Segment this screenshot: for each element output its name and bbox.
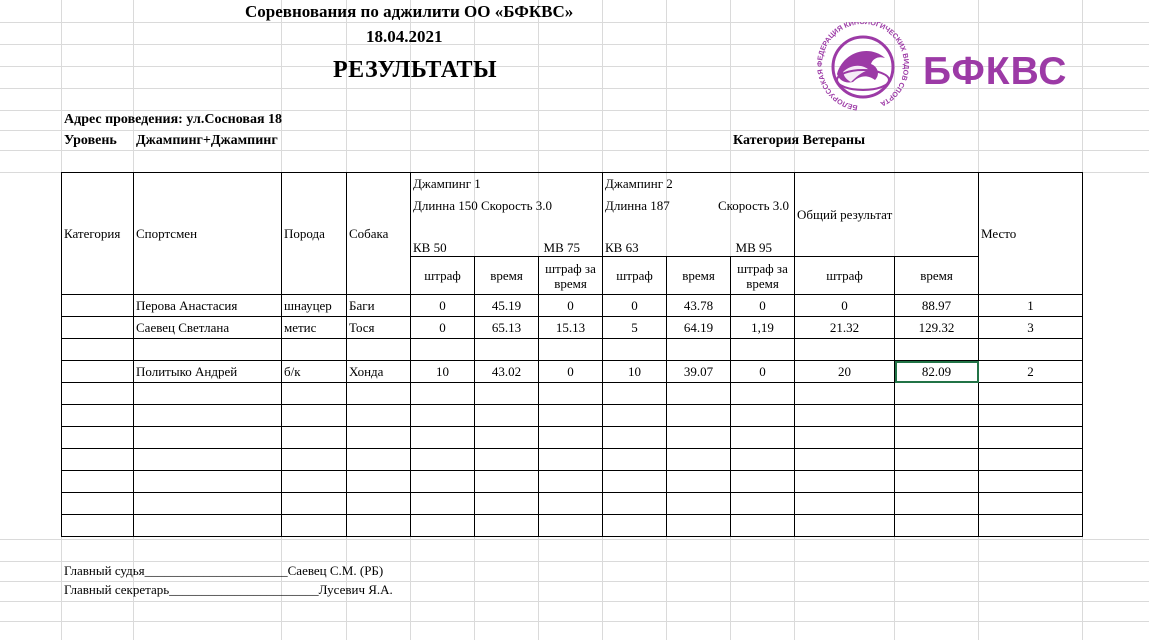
logo-ring-text: БЕЛОРУССКАЯ ФЕДЕРАЦИЯ КИН ОГИЧЕСКИХ ВИДОВ СПОРТА xyxy=(814,22,912,112)
venue-address: Адрес проведения: ул.Сосновая 18 xyxy=(64,112,283,127)
row-breed[interactable] xyxy=(282,493,347,515)
header-run2-penalty[interactable]: штраф xyxy=(603,257,667,295)
row-total-time[interactable] xyxy=(895,471,979,493)
row-run1-time[interactable] xyxy=(475,493,539,515)
row-dog[interactable]: Хонда xyxy=(347,361,411,383)
header-run1-penalty-time[interactable]: штраф за время xyxy=(539,257,603,295)
row-run1-time[interactable]: 65.13 xyxy=(475,317,539,339)
row-place[interactable] xyxy=(979,339,1083,361)
header-run1-time[interactable]: время xyxy=(475,257,539,295)
row-breed[interactable] xyxy=(282,449,347,471)
row-run1-penalty-time[interactable] xyxy=(539,339,603,361)
row-run2-time[interactable]: 64.19 xyxy=(667,317,731,339)
row-run2-time[interactable]: 43.78 xyxy=(667,295,731,317)
row-run1-penalty[interactable] xyxy=(411,515,475,537)
row-run2-penalty-time[interactable] xyxy=(731,427,795,449)
row-total-penalty[interactable] xyxy=(795,515,895,537)
logo-emblem-icon xyxy=(803,22,923,112)
row-total-penalty[interactable]: 0 xyxy=(795,295,895,317)
row-run2-penalty[interactable] xyxy=(603,405,667,427)
row-run2-penalty-time[interactable]: 0 xyxy=(731,361,795,383)
row-breed[interactable] xyxy=(282,515,347,537)
row-total-time[interactable] xyxy=(895,405,979,427)
row-run1-time[interactable] xyxy=(475,339,539,361)
row-total-time[interactable] xyxy=(895,339,979,361)
row-run1-penalty[interactable] xyxy=(411,493,475,515)
row-category[interactable] xyxy=(62,361,134,383)
header-run1-title[interactable]: Джампинг 1 xyxy=(411,173,603,195)
row-run1-time[interactable] xyxy=(475,405,539,427)
row-dog[interactable] xyxy=(347,471,411,493)
header-row-1 xyxy=(62,173,1083,195)
row-dog[interactable] xyxy=(347,427,411,449)
row-place[interactable]: 1 xyxy=(979,295,1083,317)
row-run2-penalty-time[interactable]: 1,19 xyxy=(731,317,795,339)
row-run2-time[interactable] xyxy=(667,405,731,427)
row-place[interactable] xyxy=(979,427,1083,449)
row-run2-penalty[interactable] xyxy=(603,427,667,449)
row-run1-time[interactable] xyxy=(475,515,539,537)
row-place[interactable]: 3 xyxy=(979,317,1083,339)
row-total-penalty[interactable]: 21.32 xyxy=(795,317,895,339)
row-breed[interactable] xyxy=(282,383,347,405)
row-run1-time[interactable] xyxy=(475,449,539,471)
row-run1-penalty[interactable] xyxy=(411,383,475,405)
row-run1-penalty-time[interactable] xyxy=(539,449,603,471)
row-run1-penalty-time[interactable]: 0 xyxy=(539,295,603,317)
row-run2-penalty[interactable] xyxy=(603,471,667,493)
results-table xyxy=(61,172,1083,537)
row-run1-penalty-time[interactable] xyxy=(539,405,603,427)
header-run2-kv-mv[interactable] xyxy=(603,217,795,257)
row-run1-time[interactable] xyxy=(475,471,539,493)
empty-table-row xyxy=(62,493,1083,515)
header-run2-time[interactable]: время xyxy=(667,257,731,295)
row-run1-penalty-time[interactable] xyxy=(539,383,603,405)
row-total-time[interactable] xyxy=(895,449,979,471)
header-total-penalty[interactable]: штраф xyxy=(795,257,895,295)
empty-table-row xyxy=(62,383,1083,405)
row-run1-penalty-time[interactable]: 0 xyxy=(539,361,603,383)
row-total-penalty[interactable] xyxy=(795,493,895,515)
row-dog[interactable]: Тося xyxy=(347,317,411,339)
row-category[interactable] xyxy=(62,383,134,405)
row-category[interactable] xyxy=(62,471,134,493)
row-run1-penalty[interactable] xyxy=(411,405,475,427)
row-run2-penalty[interactable] xyxy=(603,383,667,405)
row-breed[interactable] xyxy=(282,405,347,427)
row-total-penalty[interactable] xyxy=(795,383,895,405)
empty-table-row xyxy=(62,515,1083,537)
row-athlete[interactable]: Политыко Андрей xyxy=(134,361,282,383)
row-run1-time[interactable]: 43.02 xyxy=(475,361,539,383)
header-run1-kv: КВ 50 xyxy=(413,240,447,255)
chief-judge-signature-line: ______________________ xyxy=(144,563,288,578)
row-run2-penalty-time[interactable] xyxy=(731,339,795,361)
row-breed[interactable] xyxy=(282,471,347,493)
row-run1-time[interactable] xyxy=(475,427,539,449)
row-run2-penalty[interactable] xyxy=(603,493,667,515)
row-place[interactable] xyxy=(979,515,1083,537)
competition-date: 18.04.2021 xyxy=(366,27,443,46)
row-category[interactable] xyxy=(62,515,134,537)
row-athlete[interactable] xyxy=(134,339,282,361)
row-run2-time[interactable] xyxy=(667,493,731,515)
level-value: Джампинг+Джампинг xyxy=(136,133,278,148)
row-run2-penalty-time[interactable]: 0 xyxy=(731,295,795,317)
row-athlete[interactable] xyxy=(134,515,282,537)
row-run1-time[interactable]: 45.19 xyxy=(475,295,539,317)
row-place[interactable] xyxy=(979,449,1083,471)
header-total-time[interactable]: время xyxy=(895,257,979,295)
row-dog[interactable] xyxy=(347,405,411,427)
row-place[interactable]: 2 xyxy=(979,361,1083,383)
row-run2-penalty[interactable] xyxy=(603,449,667,471)
row-run2-penalty[interactable] xyxy=(603,515,667,537)
row-category[interactable] xyxy=(62,493,134,515)
row-run1-penalty[interactable]: 10 xyxy=(411,361,475,383)
row-athlete[interactable]: Перова Анастасия xyxy=(134,295,282,317)
category-label: Категория Ветераны xyxy=(733,133,866,148)
row-run2-penalty[interactable] xyxy=(603,339,667,361)
row-run2-time[interactable] xyxy=(667,449,731,471)
row-total-penalty[interactable] xyxy=(795,339,895,361)
header-dog[interactable]: Собака xyxy=(347,173,411,295)
row-total-penalty[interactable]: 20 xyxy=(795,361,895,383)
row-run1-penalty-time[interactable] xyxy=(539,427,603,449)
chief-secretary-label: Главный секретарь xyxy=(64,582,170,597)
row-total-time[interactable]: 88.97 xyxy=(895,295,979,317)
row-total-penalty[interactable] xyxy=(795,405,895,427)
row-run1-penalty[interactable]: 0 xyxy=(411,317,475,339)
header-total[interactable]: Общий результат xyxy=(795,173,979,257)
row-run1-time[interactable] xyxy=(475,383,539,405)
row-athlete[interactable] xyxy=(134,493,282,515)
row-run2-penalty-time[interactable] xyxy=(731,383,795,405)
header-run2-kv: КВ 63 xyxy=(605,240,639,255)
header-run1-mv: МВ 75 xyxy=(543,240,580,255)
row-place[interactable] xyxy=(979,493,1083,515)
row-total-time[interactable]: 82.09 xyxy=(895,361,979,383)
table-row xyxy=(62,317,1083,339)
row-run2-time[interactable]: 39.07 xyxy=(667,361,731,383)
header-run1-penalty[interactable]: штраф xyxy=(411,257,475,295)
row-dog[interactable] xyxy=(347,383,411,405)
row-run2-penalty-time[interactable] xyxy=(731,405,795,427)
row-athlete[interactable] xyxy=(134,427,282,449)
row-breed[interactable]: метис xyxy=(282,317,347,339)
header-run1-kv-mv[interactable] xyxy=(411,217,603,257)
row-place[interactable] xyxy=(979,383,1083,405)
row-run1-penalty[interactable] xyxy=(411,471,475,493)
row-run2-time[interactable] xyxy=(667,427,731,449)
row-run2-time[interactable] xyxy=(667,515,731,537)
row-breed[interactable]: б/к xyxy=(282,361,347,383)
row-run2-penalty-time[interactable] xyxy=(731,449,795,471)
table-row xyxy=(62,339,1083,361)
row-run2-time[interactable] xyxy=(667,383,731,405)
chief-secretary-signature-line: _______________________ xyxy=(169,582,319,597)
row-athlete[interactable] xyxy=(134,471,282,493)
row-run1-penalty[interactable]: 0 xyxy=(411,295,475,317)
header-run2-penalty-time[interactable]: штраф за время xyxy=(731,257,795,295)
row-total-time[interactable] xyxy=(895,427,979,449)
results-title: РЕЗУЛЬТАТЫ xyxy=(333,57,498,83)
row-run1-penalty-time[interactable] xyxy=(539,515,603,537)
row-run2-penalty-time[interactable] xyxy=(731,493,795,515)
row-run1-penalty-time[interactable] xyxy=(539,471,603,493)
row-category[interactable] xyxy=(62,405,134,427)
row-athlete[interactable] xyxy=(134,383,282,405)
row-dog[interactable] xyxy=(347,515,411,537)
row-total-time[interactable]: 129.32 xyxy=(895,317,979,339)
row-total-time[interactable] xyxy=(895,493,979,515)
header-run1-params[interactable]: Длинна 150 Скорость 3.0 xyxy=(411,195,603,217)
bfkvs-logo xyxy=(803,22,1083,112)
row-breed[interactable] xyxy=(282,427,347,449)
row-total-penalty[interactable] xyxy=(795,471,895,493)
row-category[interactable] xyxy=(62,339,134,361)
row-dog[interactable] xyxy=(347,493,411,515)
header-run2-mv: МВ 95 xyxy=(735,240,772,255)
header-athlete[interactable]: Спортсмен xyxy=(134,173,282,295)
row-place[interactable] xyxy=(979,471,1083,493)
row-athlete[interactable] xyxy=(134,449,282,471)
header-run2-params[interactable] xyxy=(603,195,795,217)
row-dog[interactable]: Баги xyxy=(347,295,411,317)
row-run1-penalty[interactable] xyxy=(411,339,475,361)
row-total-time[interactable] xyxy=(895,383,979,405)
row-place[interactable] xyxy=(979,405,1083,427)
row-run2-penalty-time[interactable] xyxy=(731,471,795,493)
logo-text: БФКВС xyxy=(923,50,1068,93)
header-place[interactable]: Место xyxy=(979,173,1083,295)
row-dog[interactable] xyxy=(347,339,411,361)
row-category[interactable] xyxy=(62,427,134,449)
row-run2-time[interactable] xyxy=(667,339,731,361)
competition-title: Соревнования по аджилити ОО «БФКВС» xyxy=(245,2,574,21)
row-run1-penalty-time[interactable] xyxy=(539,493,603,515)
row-dog[interactable] xyxy=(347,449,411,471)
chief-secretary-name: Лусевич Я.А. xyxy=(318,582,393,597)
row-category[interactable] xyxy=(62,295,134,317)
chief-judge-line xyxy=(64,563,383,579)
header-run2-length: Длинна 187 xyxy=(605,197,670,213)
row-total-penalty[interactable] xyxy=(795,449,895,471)
chief-judge-label: Главный судья xyxy=(64,563,145,578)
row-run2-penalty[interactable]: 10 xyxy=(603,361,667,383)
chief-secretary-line xyxy=(64,582,393,598)
empty-table-row xyxy=(62,471,1083,493)
row-run1-penalty[interactable] xyxy=(411,449,475,471)
empty-table-row xyxy=(62,405,1083,427)
row-run2-penalty[interactable]: 5 xyxy=(603,317,667,339)
empty-table-row xyxy=(62,449,1083,471)
row-total-time[interactable] xyxy=(895,515,979,537)
table-row xyxy=(62,361,1083,383)
row-run2-time[interactable] xyxy=(667,471,731,493)
header-run2-title[interactable]: Джампинг 2 xyxy=(603,173,795,195)
row-run1-penalty-time[interactable]: 15.13 xyxy=(539,317,603,339)
level-label: Уровень xyxy=(64,133,117,148)
row-category[interactable] xyxy=(62,449,134,471)
chief-judge-name: Саевец С.М. (РБ) xyxy=(287,563,384,578)
empty-table-row xyxy=(62,427,1083,449)
row-category[interactable] xyxy=(62,317,134,339)
header-category[interactable]: Категория xyxy=(62,173,134,295)
row-athlete[interactable]: Саевец Светлана xyxy=(134,317,282,339)
header-breed[interactable]: Порода xyxy=(282,173,347,295)
row-total-penalty[interactable] xyxy=(795,427,895,449)
row-run1-penalty[interactable] xyxy=(411,427,475,449)
row-breed[interactable] xyxy=(282,339,347,361)
row-run2-penalty-time[interactable] xyxy=(731,515,795,537)
table-row xyxy=(62,295,1083,317)
row-run2-penalty[interactable]: 0 xyxy=(603,295,667,317)
header-run2-speed: Скорость 3.0 xyxy=(717,197,789,213)
row-athlete[interactable] xyxy=(134,405,282,427)
row-breed[interactable]: шнауцер xyxy=(282,295,347,317)
